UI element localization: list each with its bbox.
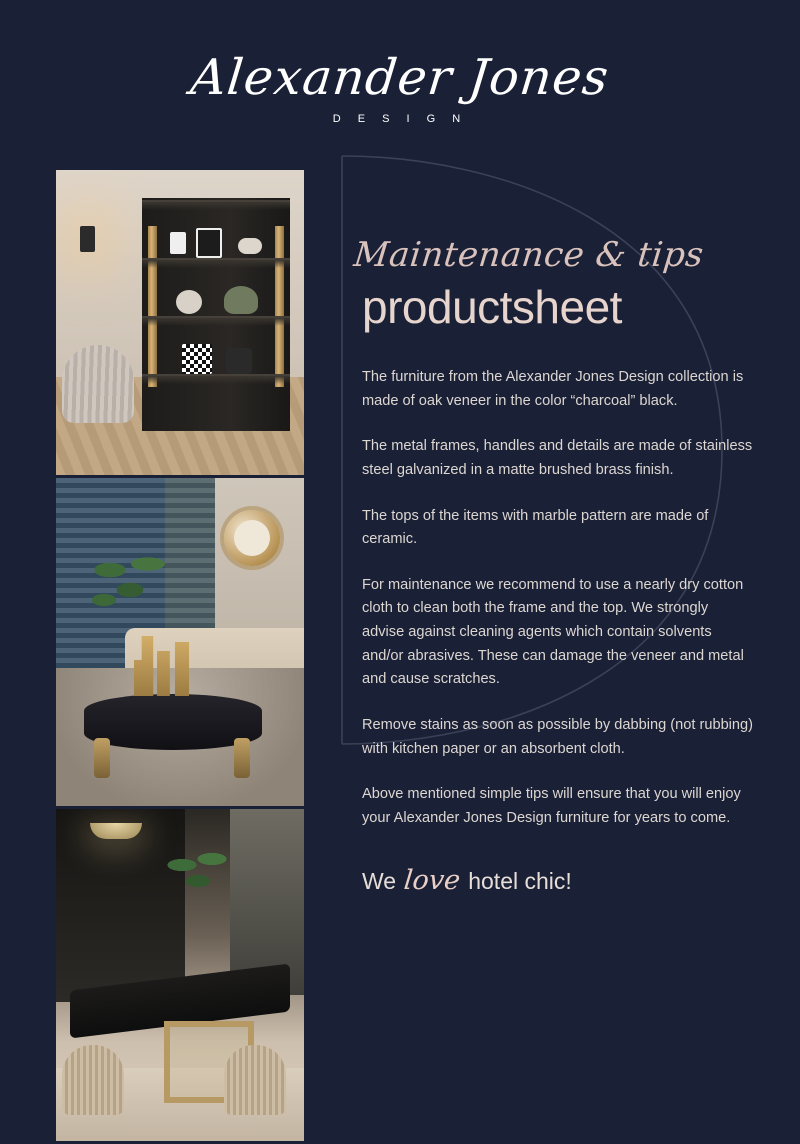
photo1-post-left [148, 226, 157, 387]
paragraph: Remove stains as soon as possible by dabbing (not rubbing) with kitchen paper or an absorbent cloth. [362, 717, 754, 757]
photo2-clock-face [234, 520, 270, 556]
brand-name: Alexander Jones [188, 49, 612, 106]
photo1-decor-object [226, 348, 252, 374]
photo1-decor-object [238, 238, 262, 254]
photo1-decor-object [170, 232, 186, 254]
paragraph: For maintenance we recommend to use a nearly dry cotton cloth to clean both the frame and the top. We strongly advise against cleaning agents which contain solvents and/or abrasives. These can damage the veneer and metal and cause scratches. [362, 576, 744, 688]
photo1-decor-object [196, 228, 222, 258]
photo1-decor-object [176, 290, 202, 314]
photo3-dining-chair [62, 1045, 124, 1115]
photo2-table-leg [234, 738, 250, 778]
body-copy [362, 366, 754, 831]
photo2-table-leg [94, 738, 110, 778]
photo1-shelf [142, 258, 290, 268]
photo1-shelf [142, 316, 290, 326]
brand-subtitle: D E S I G N [332, 113, 468, 126]
paragraph: The metal frames, handles and details are made of stainless steel galvanized in a matte brushed brass finish. [362, 438, 753, 478]
photo1-post-right [275, 226, 284, 387]
closing-suffix: hotel chic! [468, 867, 572, 894]
gallery-image-shelving-unit [56, 170, 304, 475]
paragraph: The tops of the items with marble pattern are made of ceramic. [362, 507, 709, 548]
photo1-wall-sconce [80, 226, 95, 252]
gallery-image-living-room [56, 478, 304, 806]
brand-logo [0, 49, 800, 126]
content-column [351, 235, 754, 896]
photo1-armchair [62, 345, 134, 423]
page-title: productsheet [362, 281, 622, 333]
photo1-shelf [142, 374, 290, 384]
photo1-decor-object [182, 344, 212, 374]
photo3-pendant-lamp [90, 823, 142, 839]
photo2-wall-clock [224, 510, 280, 566]
photo3-plant [164, 853, 234, 913]
photo1-decor-object [224, 286, 258, 314]
photo1-shelving-unit [142, 198, 290, 431]
photo3-dining-chair [224, 1045, 286, 1115]
paragraph: The furniture from the Alexander Jones Design collection is made of oak veneer in the color “charcoal” black. [362, 369, 744, 409]
gallery-image-dining-room [56, 809, 304, 1141]
closing-emphasis: love [402, 864, 462, 896]
paragraph: Above mentioned simple tips will ensure that you will enjoy your Alexander Jones Design furniture for years to come. [362, 786, 741, 826]
photo1-shelf [142, 200, 290, 210]
section-script-title: Maintenance & tips [351, 235, 706, 275]
closing-prefix: We [362, 867, 397, 894]
photo-gallery [56, 170, 304, 1144]
closing-line [362, 865, 754, 896]
